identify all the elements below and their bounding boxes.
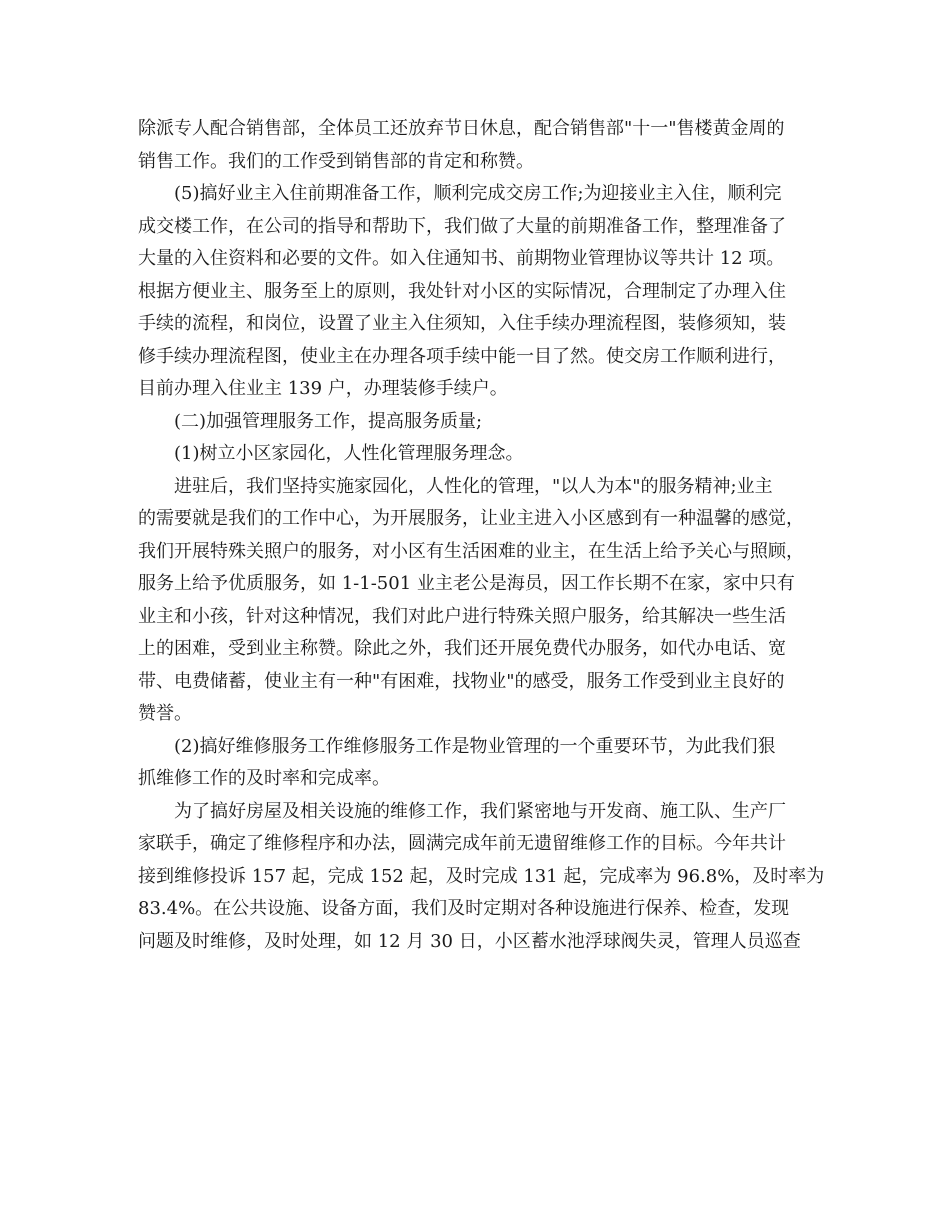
text-line: 接到维修投诉 157 起，完成 152 起，及时完成 131 起，完成率为 96.8%，及时率为 bbox=[138, 865, 825, 887]
text-line: 家联手，确定了维修程序和办法，圆满完成年前无遗留维修工作的目标。今年共计 bbox=[138, 833, 786, 854]
text-line: 目前办理入住业主 139 户，办理装修手续户。 bbox=[138, 378, 508, 399]
text-line: 手续的流程，和岗位，设置了业主入住须知，入住手续办理流程图，装修须知，装 bbox=[138, 313, 786, 334]
text-line: 我们开展特殊关照户的服务，对小区有生活困难的业主，在生活上给予关心与照顾， bbox=[138, 540, 804, 562]
paragraph-start-line: (5)搞好业主入住前期准备工作，顺利完成交房工作;为迎接业主入住，顺利完 bbox=[174, 183, 782, 204]
text-line: 大量的入住资料和必要的文件。如入住通知书、前期物业管理协议等共计 12 项。 bbox=[138, 248, 785, 269]
text-line: 带、电费储蓄，使业主有一种"有困难，找物业"的感受，服务工作受到业主良好的 bbox=[138, 670, 785, 692]
text-line: 服务上给予优质服务，如 1-1-501 业主老公是海员，因工作长期不在家，家中只有 bbox=[138, 573, 795, 594]
text-line: 问题及时维修，及时处理，如 12 月 30 日，小区蓄水池浮球阀失灵，管理人员巡查 bbox=[138, 930, 801, 952]
paragraph-start-line: 进驻后，我们坚持实施家园化，人性化的管理，"以人为本"的服务精神;业主 bbox=[174, 475, 773, 497]
text-line: 根据方便业主、服务至上的原则，我处针对小区的实际情况，合理制定了办理入住 bbox=[138, 280, 786, 302]
text-line: 修手续办理流程图，使业主在办理各项手续中能一目了然。使交房工作顺利进行， bbox=[138, 345, 786, 367]
text-line: 成交楼工作，在公司的指导和帮助下，我们做了大量的前期准备工作，整理准备了 bbox=[138, 215, 786, 237]
text-line: 销售工作。我们的工作受到销售部的肯定和称赞。 bbox=[138, 150, 534, 172]
subsection-heading: (1)树立小区家园化，人性化管理服务理念。 bbox=[174, 443, 524, 464]
text-line: 上的困难，受到业主称赞。除此之外，我们还开展免费代办服务，如代办电话、宽 bbox=[138, 638, 786, 659]
text-line: 除派专人配合销售部，全体员工还放弃节日休息，配合销售部"十一"售楼黄金周的 bbox=[138, 118, 785, 139]
document-body bbox=[138, 113, 828, 958]
text-line: 的需要就是我们的工作中心，为开展服务，让业主进入小区感到有一种温馨的感觉， bbox=[138, 508, 804, 529]
text-line: 赞誉。 bbox=[138, 703, 192, 724]
paragraph-start-line: 为了搞好房屋及相关设施的维修工作，我们紧密地与开发商、施工队、生产厂 bbox=[174, 800, 786, 822]
text-line: 业主和小孩，针对这种情况，我们对此户进行特殊关照户服务，给其解决一些生活 bbox=[138, 605, 786, 627]
paragraph-start-line: (2)搞好维修服务工作维修服务工作是物业管理的一个重要环节，为此我们狠 bbox=[174, 735, 776, 757]
text-line: 83.4%。在公共设施、设备方面，我们及时定期对各种设施进行保养、检查，发现 bbox=[138, 898, 790, 919]
section-heading: (二)加强管理服务工作，提高服务质量; bbox=[174, 410, 483, 432]
text-line: 抓维修工作的及时率和完成率。 bbox=[138, 768, 390, 789]
